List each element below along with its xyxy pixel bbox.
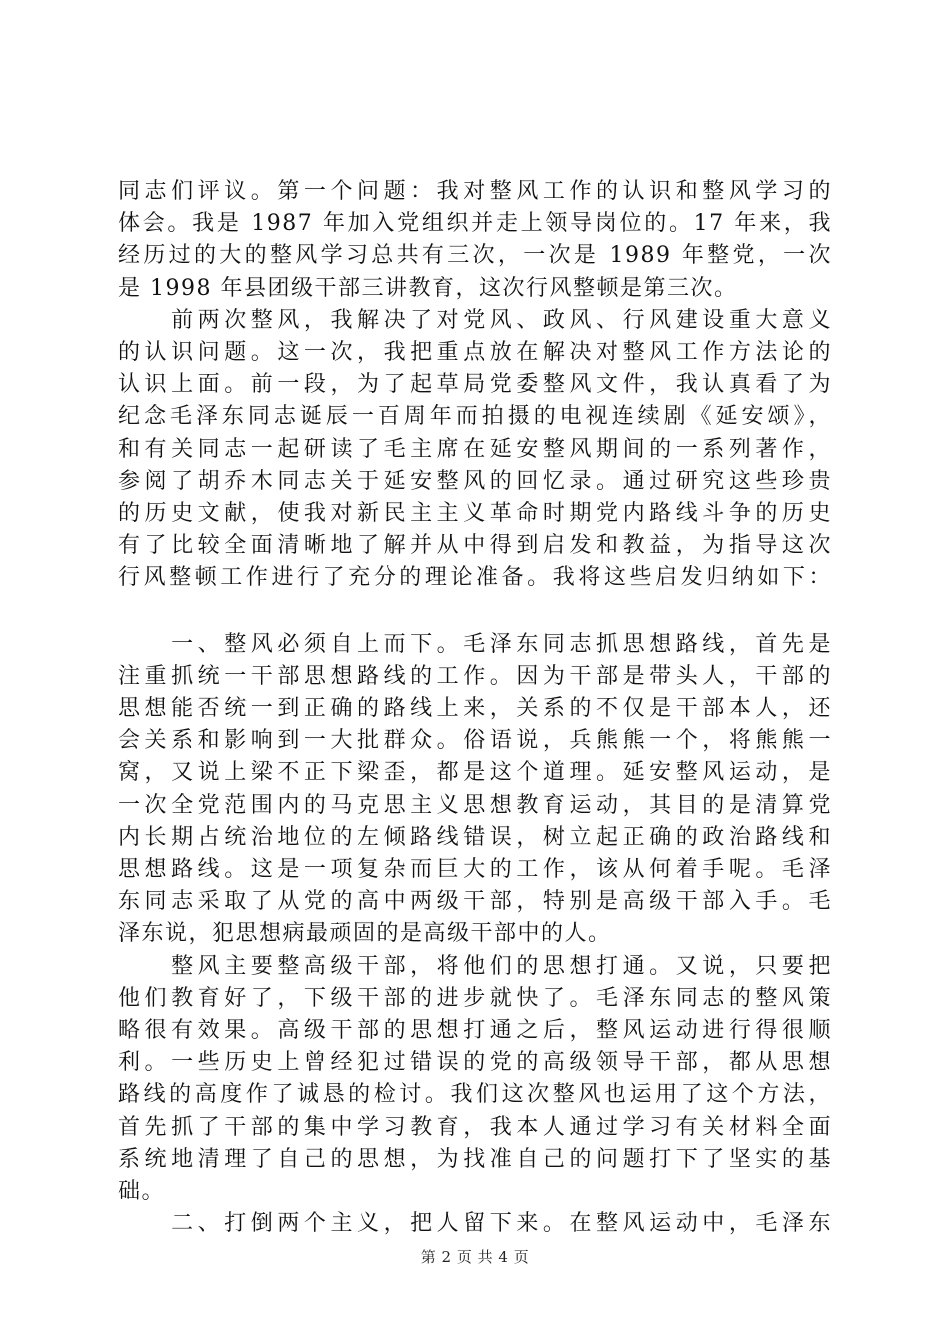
text-line: 和有关同志一起研读了毛主席在延安整风期间的一系列著作， xyxy=(118,436,832,462)
document-body xyxy=(118,176,832,1241)
text-line: 一次全党范围内的马克思主义思想教育运动，其目的是清算党 xyxy=(118,792,832,818)
text-line: 体会。我是 1987 年加入党组织并走上领导岗位的。17 年来，我 xyxy=(118,211,832,237)
text-line: 是 1998 年县团级干部三讲教育，这次行风整顿是第三次。 xyxy=(118,275,738,301)
text-line: 础。 xyxy=(118,1179,166,1205)
text-line: 认识上面。前一段，为了起草局党委整风文件，我认真看了为 xyxy=(118,372,832,398)
text-line: 首先抓了干部的集中学习教育，我本人通过学习有关材料全面 xyxy=(118,1114,832,1140)
text-line: 参阅了胡乔木同志关于延安整风的回忆录。通过研究这些珍贵 xyxy=(118,468,832,494)
text-line: 纪念毛泽东同志诞辰一百周年而拍摄的电视连续剧《延安颂》， xyxy=(118,404,832,430)
text-line: 内长期占统治地位的左倾路线错误，树立起正确的政治路线和 xyxy=(118,824,832,850)
text-line: 行风整顿工作进行了充分的理论准备。我将这些启发归纳如下： xyxy=(118,565,832,591)
text-line: 一、整风必须自上而下。毛泽东同志抓思想路线，首先是 xyxy=(118,631,832,657)
text-line: 整风主要整高级干部，将他们的思想打通。又说，只要把 xyxy=(118,953,832,979)
text-line: 思想能否统一到正确的路线上来，关系的不仅是干部本人，还 xyxy=(118,696,832,722)
text-line: 系统地清理了自己的思想，为找准自己的问题打下了坚实的基 xyxy=(118,1146,832,1172)
text-line: 有了比较全面清晰地了解并从中得到启发和教益，为指导这次 xyxy=(118,533,832,559)
text-line: 经历过的大的整风学习总共有三次，一次是 1989 年整党，一次 xyxy=(118,243,832,269)
paragraph-5 xyxy=(118,1208,832,1240)
text-line: 的历史文献，使我对新民主主义革命时期党内路线斗争的历史 xyxy=(118,501,832,527)
text-line: 略很有效果。高级干部的思想打通之后，整风运动进行得很顺 xyxy=(118,1018,832,1044)
text-line: 东同志采取了从党的高中两级干部，特别是高级干部入手。毛 xyxy=(118,889,832,915)
text-line: 窝，又说上梁不正下梁歪，都是这个道理。延安整风运动，是 xyxy=(118,760,832,786)
text-line: 前两次整风，我解决了对党风、政风、行风建设重大意义 xyxy=(118,307,832,333)
text-line: 泽东说，犯思想病最顽固的是高级干部中的人。 xyxy=(118,921,612,947)
text-line: 二、打倒两个主义，把人留下来。在整风运动中，毛泽东 xyxy=(118,1211,832,1237)
paragraph-1 xyxy=(118,176,832,305)
text-line: 利。一些历史上曾经犯过错误的党的高级领导干部，都从思想 xyxy=(118,1050,832,1076)
text-line: 路线的高度作了诚恳的检讨。我们这次整风也运用了这个方法， xyxy=(118,1082,832,1108)
page-number-footer: 第 2 页 共 4 页 xyxy=(420,1248,530,1266)
text-line: 注重抓统一干部思想路线的工作。因为干部是带头人，干部的 xyxy=(118,663,832,689)
paragraph-3 xyxy=(118,629,832,951)
text-line: 的认识问题。这一次，我把重点放在解决对整风工作方法论的 xyxy=(118,340,832,366)
text-line: 他们教育好了，下级干部的进步就快了。毛泽东同志的整风策 xyxy=(118,985,832,1011)
text-line: 会关系和影响到一大批群众。俗语说，兵熊熊一个，将熊熊一 xyxy=(118,728,832,754)
text-line: 思想路线。这是一项复杂而巨大的工作，该从何着手呢。毛泽 xyxy=(118,857,832,883)
text-line: 同志们评议。第一个问题：我对整风工作的认识和整风学习的 xyxy=(118,179,832,204)
paragraph-2 xyxy=(118,305,832,595)
paragraph-spacer xyxy=(118,595,832,629)
paragraph-4 xyxy=(118,951,832,1209)
